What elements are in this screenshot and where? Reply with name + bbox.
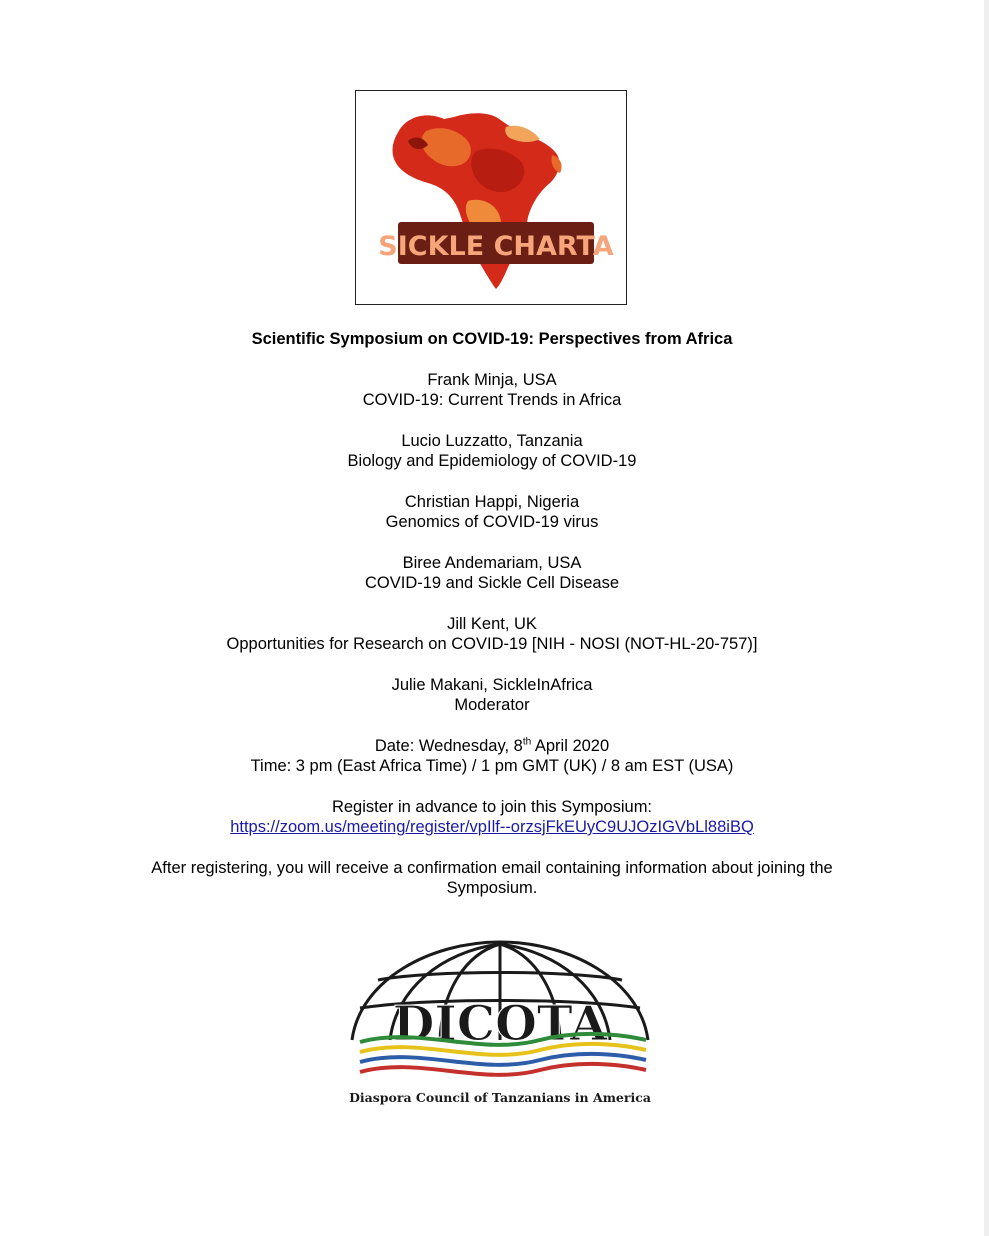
register-label: Register in advance to join this Symposium:	[331, 798, 653, 816]
sickle-charta-logo	[355, 90, 627, 305]
page-edge	[984, 0, 989, 1236]
after-registering-text: After registering, you will receive a confirmation email containing information about joining the	[151, 859, 833, 877]
speaker-name: Jill Kent, UK	[447, 615, 537, 633]
event-date-suffix: April 2020	[531, 737, 610, 755]
speaker-topic: COVID-19 and Sickle Cell Disease	[364, 574, 620, 592]
event-time: Time: 3 pm (East Africa Time) / 1 pm GMT (UK) / 8 am EST (USA)	[250, 757, 734, 775]
sickle-charta-text: SICKLE CHARTA	[378, 231, 614, 262]
speaker-name: Biree Andemariam, USA	[402, 554, 582, 572]
speaker-topic: Moderator	[454, 696, 530, 714]
registration-link[interactable]: https://zoom.us/meeting/register/vpIlf--orzsjFkEUyC9UJOzIGVbLl88iBQ	[230, 818, 754, 836]
dicota-tagline: Diaspora Council of Tanzanians in America	[349, 1090, 651, 1105]
speaker-name: Julie Makani, SickleInAfrica	[391, 676, 593, 694]
dicota-text: DICOTA	[392, 996, 608, 1052]
page-title: Scientific Symposium on COVID-19: Perspectives from Africa	[251, 330, 733, 348]
speaker-topic: Biology and Epidemiology of COVID-19	[347, 452, 637, 470]
event-date-superscript: th	[522, 736, 532, 748]
dicota-logo	[330, 930, 670, 1115]
speaker-topic: Opportunities for Research on COVID-19 [NIH - NOSI (NOT-HL-20-757)]	[226, 635, 758, 653]
speaker-name: Lucio Luzzatto, Tanzania	[401, 432, 583, 450]
speaker-name: Christian Happi, Nigeria	[404, 493, 580, 511]
speaker-name: Frank Minja, USA	[427, 371, 557, 389]
speaker-topic: COVID-19: Current Trends in Africa	[362, 391, 622, 409]
after-registering-text-2: Symposium.	[446, 879, 538, 897]
event-date	[0, 736, 984, 756]
speaker-topic: Genomics of COVID-19 virus	[385, 513, 599, 531]
event-date-prefix: Date: Wednesday, 8	[374, 737, 523, 755]
